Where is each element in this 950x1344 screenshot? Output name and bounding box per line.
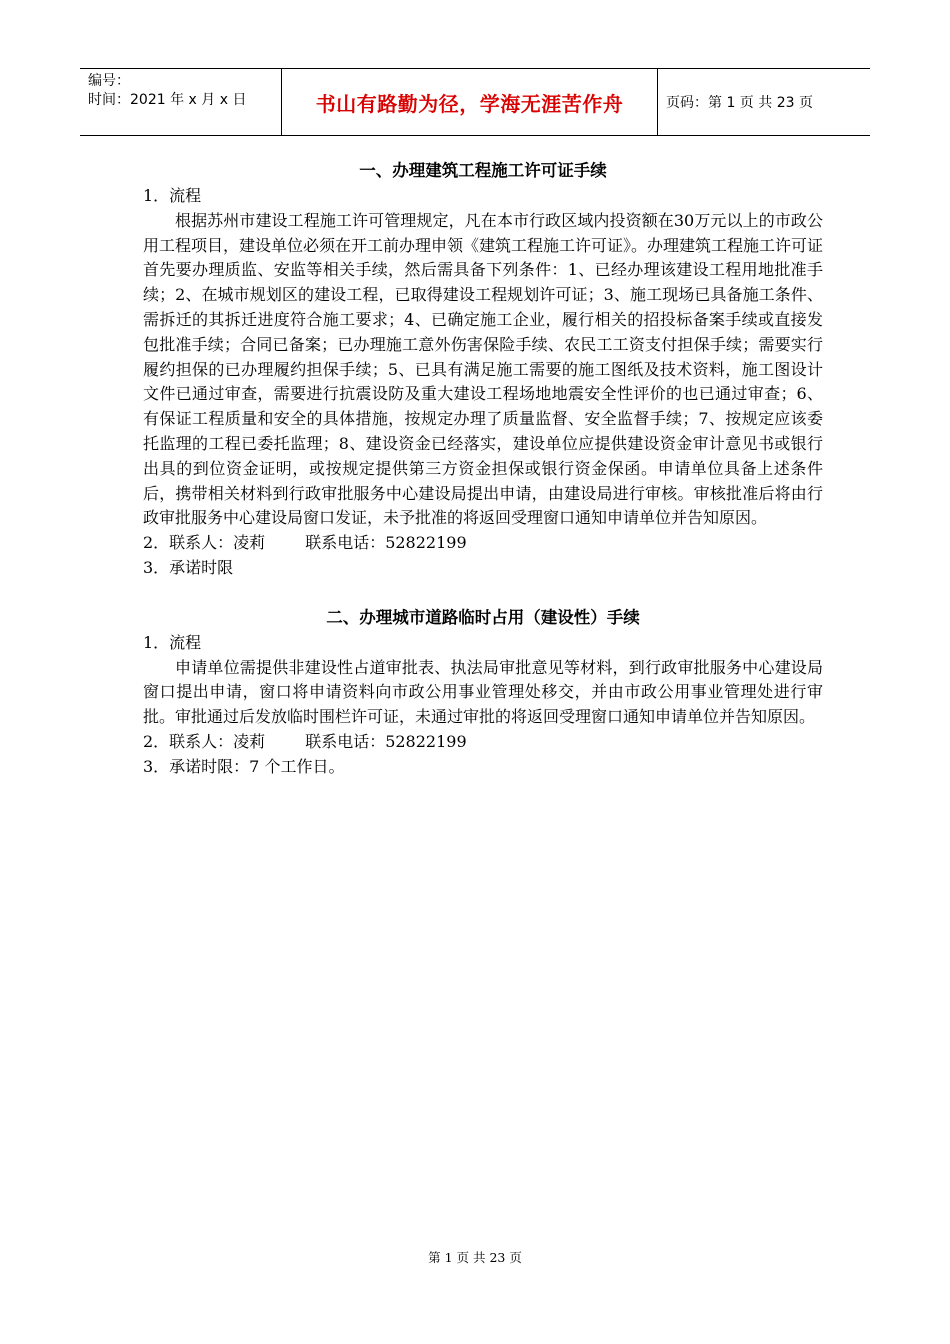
header-motto: 书山有路勤为径，学海无涯苦作舟 [282, 69, 658, 135]
section2-heading: 二、办理城市道路临时占用（建设性）手续 [326, 607, 640, 627]
section2-flow-label: 1．流程 [143, 632, 202, 652]
section-spacer [143, 581, 823, 605]
section-construction-permit [143, 158, 823, 581]
header-meta-cell [80, 69, 282, 135]
section1-deadline: 3．承诺时限 [143, 557, 234, 577]
section2-body: 申请单位需提供非建设性占道审批表、执法局审批意见等材料，到行政审批服务中心建设局窗口提出申请，窗口将申请资料向市政公用事业管理处移交，并由市政公用事业管理处进行审批。审批通过后发放临时围栏许可证，未通过审批的将返回受理窗口通知申请单位并告知原因。 [143, 657, 823, 727]
section1-heading: 一、办理建筑工程施工许可证手续 [359, 161, 607, 180]
document-time-label: 时间：2021 年 x 月 x 日 [88, 92, 247, 108]
document-body [143, 158, 823, 780]
section2-contact [143, 730, 823, 755]
section2-deadline: 3．承诺时限：7 个工作日。 [143, 756, 345, 776]
section1-contact-person: 2．联系人：凌莉 [143, 533, 266, 553]
section-road-occupation [143, 605, 823, 780]
section2-contact-person: 2．联系人：凌莉 [143, 731, 266, 751]
section1-contact [143, 531, 823, 556]
document-header [80, 68, 870, 136]
section1-contact-phone: 联系电话：52822199 [305, 533, 467, 553]
header-page-info: 页码：第 1 页 共 23 页 [666, 95, 813, 111]
section1-body: 根据苏州市建设工程施工许可管理规定，凡在本市行政区域内投资额在30万元以上的市政公用工程项目，建设单位必须在开工前办理申领《建筑工程施工许可证》。办理建筑工程施工许可证首先要办理质监、安监等相关手续，然后需具备下列条件：1、已经办理该建设工程用地批准手续；2、在城市规划区的建设工程，已取得建设工程规划许可证；3、施工现场已具备施工条件、需拆迁的其拆迁进度符合施工要求；4、已确定施工企业，履行相关的招投标备案手续或直接发包批准手续；合同已备案；已办理施工意外伤害保险手续、农民工工资支付担保手续；需要实行履约担保的已办理履约担保手续；5、已具有满足施工需要的施工图纸及技术资料，施工图设计文件已通过审查，需要进行抗震设防及重大建设工程场地地震安全性评价的也已通过审查；6、有保证工程质量和安全的具体措施，按规定办理了质量监督、安全监督手续；7、按规定应该委托监理的工程已委托监理；8、建设资金已经落实，建设单位应提供建设资金审计意见书或银行出具的到位资金证明，或按规定提供第三方资金担保或银行资金保函。申请单位具备上述条件后，携带相关材料到行政审批服务中心建设局提出申请，由建设局进行审核。审核批准后将由行政审批服务中心建设局窗口发证，未予批准的将返回受理窗口通知申请单位并告知原因。 [143, 210, 824, 528]
page-footer: 第 1 页 共 23 页 [428, 1250, 522, 1265]
document-number-label: 编号： [88, 73, 130, 89]
section2-contact-phone: 联系电话：52822199 [305, 731, 467, 751]
section1-flow-label: 1．流程 [143, 186, 202, 205]
